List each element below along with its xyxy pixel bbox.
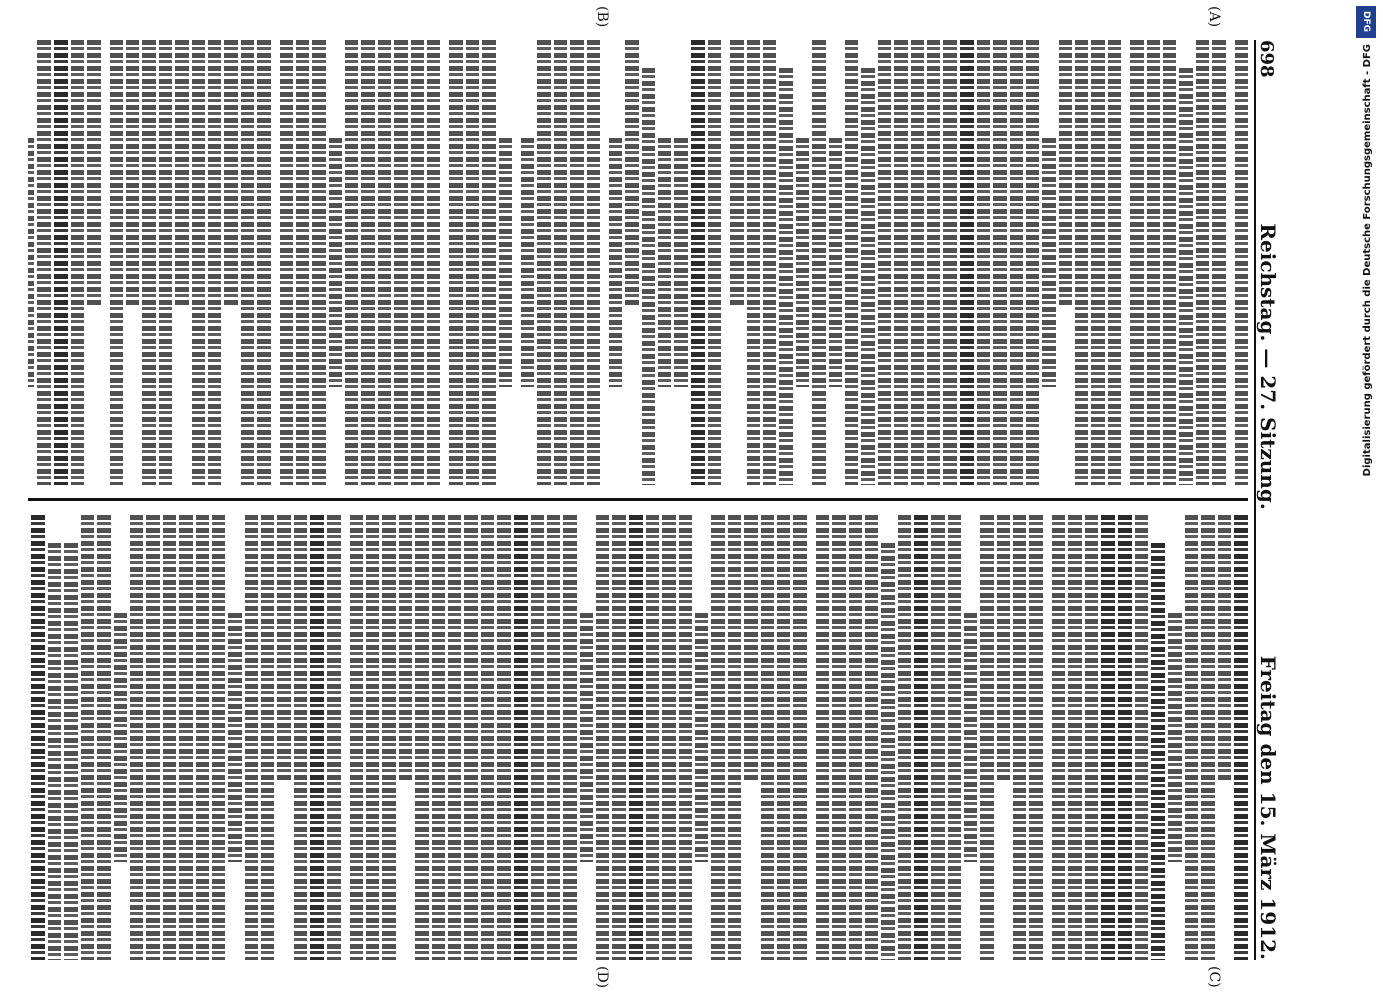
text-line [1201,515,1214,960]
text-line [609,138,622,387]
text-line [294,515,307,960]
text-line [547,515,560,960]
text-line [64,543,77,960]
text-line [327,515,340,960]
text-line [350,515,363,960]
text-line [196,515,209,960]
text-line [761,515,774,960]
text-line [1163,40,1176,485]
text-line [1234,515,1248,960]
text-line [849,515,862,960]
text-line [625,40,638,307]
text-line [914,515,928,960]
text-line [432,515,445,960]
text-line [296,40,309,485]
text-line [466,40,479,485]
text-line [345,40,358,485]
text-line [948,515,961,960]
text-line [481,515,494,960]
text-line [1068,515,1081,960]
left-column [28,40,1248,485]
text-line [329,138,342,387]
text-line [1135,515,1148,960]
paragraph-gap [440,40,446,485]
text-line [554,40,567,485]
text-line [1196,40,1209,485]
text-line [711,515,724,960]
text-line [411,40,424,485]
text-line [1218,515,1231,782]
text-line [1042,138,1055,387]
text-line [280,40,293,485]
margin-marker-d: (D) [594,966,610,989]
text-line [1029,515,1042,960]
text-line [1059,40,1072,307]
text-line [366,515,379,960]
text-line [175,40,188,307]
text-line [580,613,593,862]
text-line [1075,40,1088,485]
paragraph-gap [807,515,813,960]
paragraph-gap [271,40,277,485]
text-line [777,515,790,960]
text-line [394,40,407,485]
text-line [708,40,721,485]
text-line [277,515,290,782]
text-line [845,40,858,485]
text-line [497,515,510,960]
text-line [658,138,671,387]
text-line [911,40,924,485]
text-line [192,40,205,485]
text-line [629,515,643,960]
text-line [960,40,974,485]
text-line [87,40,100,307]
text-line [399,515,412,782]
text-line [208,40,221,485]
text-line [1091,40,1104,485]
text-line [796,138,809,387]
paragraph-gap [101,40,107,485]
paragraph-gap [1226,40,1232,485]
text-line [730,40,743,307]
text-line [37,40,50,485]
text-line [146,515,159,960]
page-number: 698 [1256,40,1277,78]
text-line [816,515,829,960]
text-line [894,40,907,485]
text-line [695,613,708,862]
text-line [793,515,806,960]
text-line [448,515,461,960]
paragraph-gap [512,40,518,485]
text-line [744,515,757,782]
margin-marker-c: (C) [1206,966,1222,988]
text-line [563,515,576,960]
text-line [48,543,61,960]
text-line [54,40,68,485]
paragraph-gap [1043,515,1049,960]
text-line [415,515,428,960]
paragraph-gap [600,40,606,485]
text-line [163,515,176,960]
text-line [228,613,241,862]
text-line [1013,515,1026,960]
text-line [1151,543,1165,960]
text-line [570,40,583,485]
text-line [980,515,993,960]
left-running-title: Reichstag. — 27. Sitzung. [1256,223,1280,510]
text-line [514,515,528,960]
dfg-logo: DFG [1356,6,1376,38]
text-line [832,515,845,960]
text-line [1010,40,1023,485]
text-line [482,40,495,485]
text-line [212,515,225,960]
text-line [878,40,891,485]
text-line [114,613,127,862]
paragraph-gap [721,40,727,485]
text-line [1130,40,1143,485]
paragraph-gap [341,515,347,960]
text-line [310,515,324,960]
text-line [613,515,626,960]
text-line [675,138,688,387]
text-line [898,515,911,960]
text-line [881,543,894,960]
text-columns [28,40,1248,960]
text-line [531,515,544,960]
text-line [1052,515,1065,960]
text-line [865,515,878,960]
text-line [521,138,534,387]
text-line [964,613,977,862]
right-column [28,515,1248,960]
text-line [312,40,325,485]
text-line [861,68,874,485]
text-line [382,515,395,960]
margin-marker-a: (A) [1206,6,1222,28]
text-line [1026,40,1039,485]
text-line [261,515,274,960]
text-line [587,40,600,485]
text-line [245,515,258,960]
text-line [1212,40,1225,485]
text-line [464,515,477,960]
text-line [1185,515,1198,960]
column-divider [28,498,1248,501]
text-line [993,40,1006,485]
text-line [1168,613,1181,862]
text-line [642,68,655,485]
paragraph-gap [1121,40,1127,485]
text-line [1179,68,1192,485]
text-line [931,515,944,960]
text-line [97,515,110,960]
text-line [1085,515,1098,960]
text-line [997,515,1010,782]
text-line [679,515,692,960]
digitization-sidebar [1355,0,1379,1000]
text-line [110,40,123,485]
text-line [927,40,940,485]
text-line [28,138,34,387]
text-line [81,515,94,960]
text-line [449,40,462,485]
text-line [728,515,741,960]
text-line [159,40,172,485]
text-line [71,40,84,485]
margin-marker-b: (B) [594,6,610,28]
text-line [179,515,192,960]
text-line [499,138,512,387]
text-line [126,40,139,307]
text-line [1101,515,1115,960]
text-line [142,40,155,485]
text-line [646,515,659,960]
text-line [1108,40,1121,485]
text-line [378,40,391,485]
text-line [130,515,143,960]
text-line [241,40,254,485]
digitization-credit: Digitalisierung gefördert durch die Deutsche Forschungsgemeinschaft - DFG [1362,44,1373,477]
text-line [829,138,842,387]
text-line [977,40,990,485]
text-line [257,40,270,485]
text-line [779,68,792,485]
right-running-title: Freitag den 15. März 1912. [1256,655,1280,960]
text-line [361,40,374,485]
text-line [1147,40,1160,485]
text-line [224,40,237,307]
text-line [596,515,609,960]
text-line [943,40,956,485]
text-line [31,515,45,960]
text-line [427,40,440,485]
text-line [691,40,705,485]
text-line [662,515,675,960]
text-line [812,40,825,485]
text-line [747,40,760,485]
text-line [763,40,776,485]
text-line [1118,515,1132,960]
page-header [1254,40,1292,960]
text-line [537,40,550,485]
text-line [1235,40,1248,485]
